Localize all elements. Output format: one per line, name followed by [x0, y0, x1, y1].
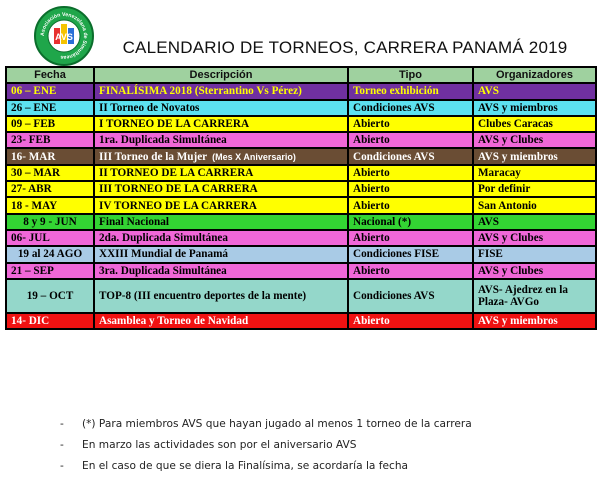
- header-organizadores: Organizadores: [473, 67, 596, 83]
- cell-tipo: Abierto: [348, 181, 473, 197]
- cell-fecha: 14- DIC: [6, 313, 94, 329]
- cell-fecha: 30 – MAR: [6, 165, 94, 181]
- table-header-row: [6, 67, 596, 83]
- svg-text:AVS: AVS: [55, 32, 73, 42]
- cell-organizadores: Por definir: [473, 181, 596, 197]
- calendar-table: [5, 66, 597, 330]
- cell-descripcion: TOP-8 (III encuentro deportes de la mente): [94, 279, 348, 313]
- footnotes: [60, 414, 590, 477]
- cell-fecha: 23- FEB: [6, 132, 94, 148]
- cell-tipo: Condiciones AVS: [348, 279, 473, 313]
- table-row: [6, 230, 596, 246]
- table-row: [6, 83, 596, 99]
- cell-fecha: 18 - MAY: [6, 197, 94, 213]
- cell-fecha: 26 – ENE: [6, 100, 94, 116]
- table-row: [6, 148, 596, 164]
- table-row: [6, 116, 596, 132]
- cell-organizadores: San Antonio: [473, 197, 596, 213]
- table-row: [6, 313, 596, 329]
- footnote: [60, 414, 590, 435]
- cell-tipo: Abierto: [348, 165, 473, 181]
- footnote-text: En marzo las actividades son por el aniversario AVS: [82, 439, 357, 451]
- table-row: [6, 279, 596, 313]
- cell-tipo: Abierto: [348, 197, 473, 213]
- cell-organizadores: AVS y Clubes: [473, 230, 596, 246]
- table-row: [6, 263, 596, 279]
- page-title: CALENDARIO DE TORNEOS, CARRERA PANAMÁ 2019: [122, 38, 568, 57]
- cell-tipo: Nacional (*): [348, 214, 473, 230]
- footnote-text: En el caso de que se diera la Finalísima, se acordaría la fecha: [82, 460, 409, 472]
- cell-tipo: Abierto: [348, 116, 473, 132]
- cell-descripcion: 3ra. Duplicada Simultánea: [94, 263, 348, 279]
- avs-logo: [34, 6, 94, 66]
- cell-descripcion: XXIII Mundial de Panamá: [94, 246, 348, 262]
- cell-organizadores: AVS y Clubes: [473, 132, 596, 148]
- cell-organizadores: AVS y Clubes: [473, 263, 596, 279]
- table-row: [6, 181, 596, 197]
- table-row: [6, 197, 596, 213]
- cell-fecha: 21 – SEP: [6, 263, 94, 279]
- header-fecha: Fecha: [6, 67, 94, 83]
- cell-fecha: 19 al 24 AGO: [6, 246, 94, 262]
- cell-descripcion: 2da. Duplicada Simultánea: [94, 230, 348, 246]
- table-row: [6, 132, 596, 148]
- cell-tipo: Abierto: [348, 132, 473, 148]
- cell-organizadores: AVS: [473, 83, 596, 99]
- cell-descripcion: Final Nacional: [94, 214, 348, 230]
- cell-descripcion: III Torneo de la Mujer (Mes X Aniversario): [94, 148, 348, 164]
- cell-tipo: Condiciones AVS: [348, 148, 473, 164]
- cell-tipo: Torneo exhibición: [348, 83, 473, 99]
- cell-descripcion: II TORNEO DE LA CARRERA: [94, 165, 348, 181]
- cell-tipo: Abierto: [348, 263, 473, 279]
- cell-organizadores: AVS- Ajedrez en la Plaza- AVGo: [473, 279, 596, 313]
- cell-organizadores: AVS: [473, 214, 596, 230]
- table-row: [6, 100, 596, 116]
- footnote: [60, 435, 590, 456]
- cell-tipo: Condiciones FISE: [348, 246, 473, 262]
- cell-descripcion: I TORNEO DE LA CARRERA: [94, 116, 348, 132]
- header-descripcion: Descripción: [94, 67, 348, 83]
- svg-text:Asociación Venezolana de Simul: Asociación Venezolana de Simultáneas: [39, 11, 89, 61]
- cell-organizadores: Maracay: [473, 165, 596, 181]
- bullet-dash: -: [60, 460, 64, 472]
- cell-descripcion: II Torneo de Novatos: [94, 100, 348, 116]
- cell-descripcion: 1ra. Duplicada Simultánea: [94, 132, 348, 148]
- cell-descripcion: Asamblea y Torneo de Navidad: [94, 313, 348, 329]
- table-row: [6, 165, 596, 181]
- cell-organizadores: AVS y miembros: [473, 100, 596, 116]
- table-row: [6, 246, 596, 262]
- cell-descripcion-note: (Mes X Aniversario): [212, 151, 296, 162]
- footnote-text: (*) Para miembros AVS que hayan jugado al menos 1 torneo de la carrera: [82, 418, 472, 430]
- cell-organizadores: AVS y miembros: [473, 313, 596, 329]
- cell-organizadores: Clubes Caracas: [473, 116, 596, 132]
- cell-fecha: 16- MAR: [6, 148, 94, 164]
- table-row: [6, 214, 596, 230]
- cell-fecha: 8 y 9 - JUN: [6, 214, 94, 230]
- cell-organizadores: FISE: [473, 246, 596, 262]
- cell-descripcion: FINALÍSIMA 2018 (Sterrantino Vs Pérez): [94, 83, 348, 99]
- footnote: [60, 456, 590, 477]
- cell-tipo: Abierto: [348, 313, 473, 329]
- cell-tipo: Abierto: [348, 230, 473, 246]
- cell-fecha: 19 – OCT: [6, 279, 94, 313]
- cell-tipo: Condiciones AVS: [348, 100, 473, 116]
- header-tipo: Tipo: [348, 67, 473, 83]
- cell-descripcion: IV TORNEO DE LA CARRERA: [94, 197, 348, 213]
- cell-fecha: 06- JUL: [6, 230, 94, 246]
- cell-fecha: 09 – FEB: [6, 116, 94, 132]
- bullet-dash: -: [60, 439, 64, 451]
- cell-descripcion: III TORNEO DE LA CARRERA: [94, 181, 348, 197]
- cell-fecha: 06 – ENE: [6, 83, 94, 99]
- cell-fecha: 27- ABR: [6, 181, 94, 197]
- cell-organizadores: AVS y miembros: [473, 148, 596, 164]
- bullet-dash: -: [60, 418, 64, 430]
